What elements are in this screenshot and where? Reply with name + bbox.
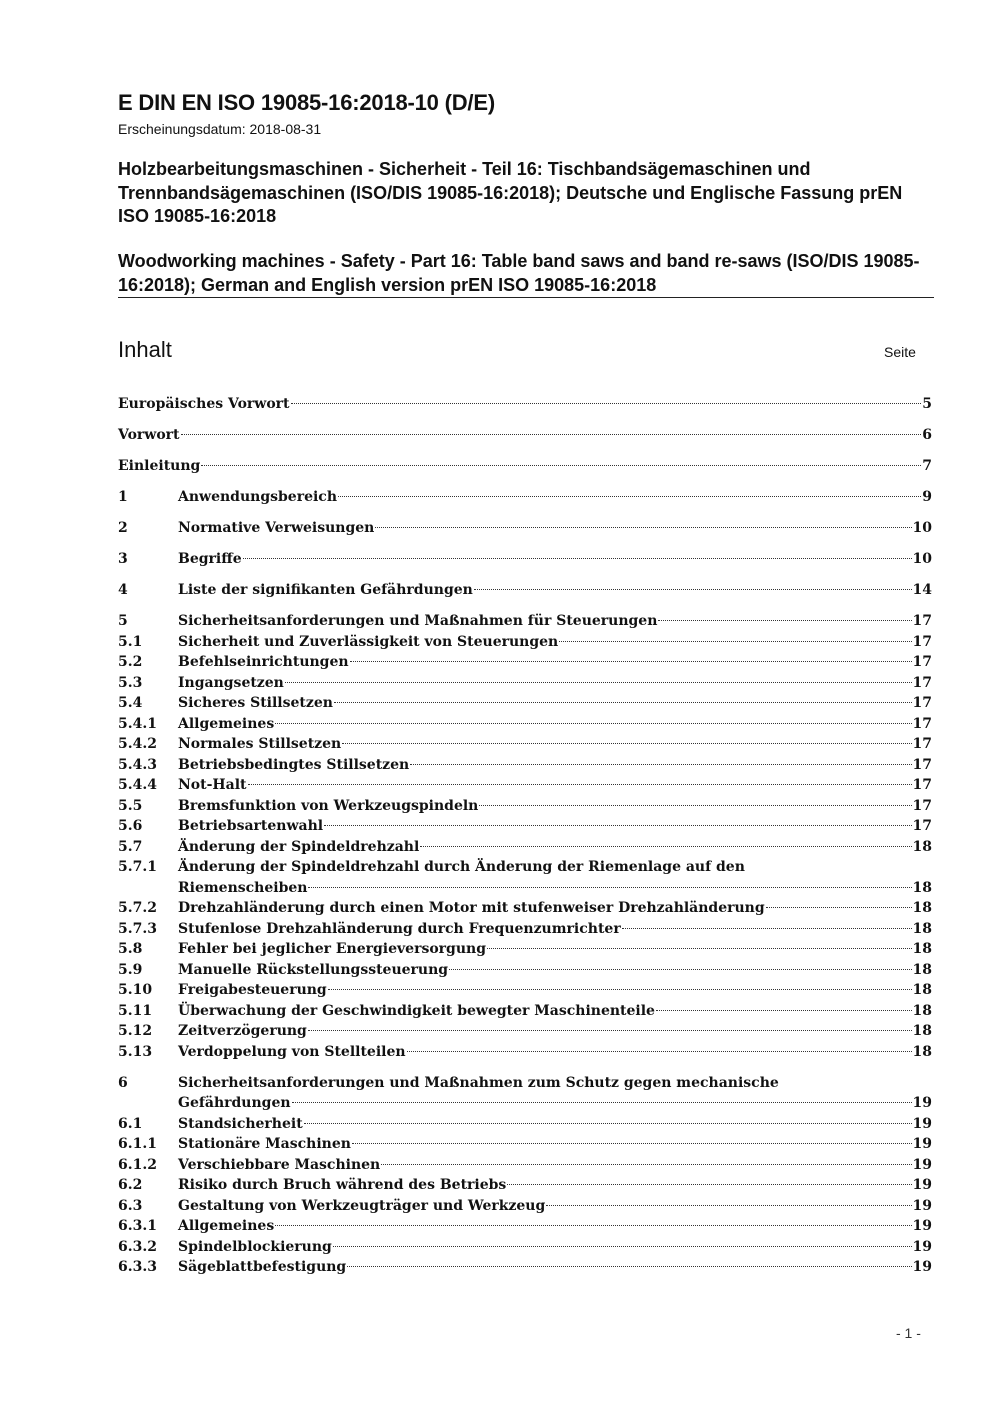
- toc-entry-title: Normative Verweisungen: [178, 520, 375, 536]
- toc-entry-page: 17: [912, 818, 932, 834]
- toc-entry-title: Überwachung der Geschwindigkeit bewegter Maschinenteile: [178, 1002, 655, 1019]
- toc-entry-number: 2: [118, 520, 128, 536]
- toc-entry-number: 5.9: [118, 961, 143, 978]
- toc-entry-page: 18: [912, 838, 932, 855]
- toc-entry-page: 17: [912, 797, 932, 814]
- toc-entry-title: Risiko durch Bruch während des Betriebs: [178, 1177, 507, 1193]
- dot-leader: [375, 527, 911, 528]
- toc-entry[interactable]: [118, 425, 932, 446]
- dot-leader: [407, 1051, 912, 1052]
- toc-entry[interactable]: [118, 734, 932, 755]
- toc-entry-number: 6.3.3: [118, 1259, 157, 1275]
- toc-entry-number: 5.6: [118, 818, 143, 834]
- toc-entry-page: 10: [912, 551, 932, 567]
- toc-entry[interactable]: [118, 549, 932, 570]
- toc-entry-title: Ingangsetzen: [178, 674, 284, 691]
- dot-leader: [285, 682, 912, 683]
- toc-entry-page: 17: [912, 777, 932, 793]
- toc-entry-page: 19: [912, 1177, 932, 1193]
- dot-leader: [275, 723, 911, 724]
- toc-entry[interactable]: [118, 1257, 932, 1278]
- dot-leader: [420, 846, 911, 847]
- toc-entry-number: 5.1: [118, 633, 143, 650]
- toc-entry[interactable]: [118, 816, 932, 837]
- toc-entry[interactable]: [118, 980, 932, 1001]
- dot-leader: [622, 928, 912, 929]
- dot-leader: [243, 558, 912, 559]
- toc-entry-page: 18: [912, 1002, 932, 1019]
- dot-leader: [479, 805, 911, 806]
- toc-entry[interactable]: [118, 1237, 932, 1258]
- toc-heading: Inhalt: [118, 337, 172, 362]
- toc-entry-title: Allgemeines: [178, 715, 275, 732]
- dot-leader: [334, 702, 912, 703]
- toc-entry-title: Verschiebbare Maschinen: [178, 1156, 381, 1173]
- dot-leader: [449, 969, 911, 970]
- dot-leader: [487, 948, 912, 949]
- toc-entry-page: 10: [912, 520, 932, 536]
- toc-entry-title: Allgemeines: [178, 1218, 275, 1234]
- dot-leader: [201, 465, 921, 466]
- toc-entry-title: Bremsfunktion von Werkzeugspindeln: [178, 797, 479, 814]
- toc-entry-number: 5.11: [118, 1002, 153, 1019]
- toc-entry[interactable]: [118, 1134, 932, 1155]
- dot-leader: [352, 1143, 912, 1144]
- toc-entry[interactable]: [118, 1196, 932, 1217]
- toc-entry-title: Normales Stillsetzen: [178, 736, 342, 752]
- table-of-contents: [118, 394, 932, 1278]
- toc-entry-title: Anwendungsbereich: [178, 489, 337, 505]
- dot-leader: [292, 1102, 912, 1103]
- toc-entry-title: Sägeblattbefestigung: [178, 1259, 347, 1275]
- toc-entry-title: Liste der signifikanten Gefährdungen: [178, 582, 473, 598]
- toc-entry-number: 3: [118, 551, 128, 567]
- toc-entry-title: Begriffe: [178, 551, 242, 567]
- toc-entry-number: 4: [118, 582, 128, 598]
- toc-entry-number: 5.4.3: [118, 756, 157, 773]
- toc-entry-page: 18: [912, 982, 932, 998]
- toc-entry-title: Stationäre Maschinen: [178, 1136, 351, 1152]
- title-german: Holzbearbeitungsmaschinen - Sicherheit - Teil 16: Tischbandsägemaschinen und Trennbandsägemaschinen (ISO/DIS 19085-16:2018); Deutsche und Englische Fassung prEN ISO 19085-16:2018: [118, 159, 903, 226]
- dot-leader: [248, 784, 912, 785]
- toc-entry-title-continued: Gefährdungen: [178, 1095, 291, 1111]
- toc-entry-page: 17: [912, 695, 932, 711]
- dot-leader: [304, 1123, 912, 1124]
- toc-entry-title: Stufenlose Drehzahländerung durch Frequenzumrichter: [178, 920, 621, 937]
- dot-leader: [546, 1205, 911, 1206]
- toc-entry-number: 6: [118, 1074, 128, 1091]
- toc-entry[interactable]: [118, 1073, 932, 1114]
- toc-entry-number: 5.4.2: [118, 736, 157, 752]
- dot-leader: [308, 887, 911, 888]
- toc-entry-title: Sicherheit und Zuverlässigkeit von Steuerungen: [178, 633, 559, 650]
- toc-entry[interactable]: [118, 939, 932, 960]
- toc-entry-page: 18: [912, 961, 932, 978]
- toc-entry-page: 18: [912, 900, 932, 916]
- toc-entry-title: Betriebsbedingtes Stillsetzen: [178, 756, 410, 773]
- toc-entry-number: 5.3: [118, 674, 143, 691]
- toc-entry-page: 19: [912, 1259, 932, 1275]
- dot-leader: [333, 1246, 912, 1247]
- toc-entry-number: 6.2: [118, 1177, 143, 1193]
- toc-entry-number: 5.4: [118, 695, 143, 711]
- toc-entry-page: 17: [912, 674, 932, 691]
- toc-entry-title: Gestaltung von Werkzeugträger und Werkzeug: [178, 1197, 546, 1214]
- toc-entry-title: Standsicherheit: [178, 1115, 303, 1132]
- toc-entry-number: 5.7: [118, 838, 143, 855]
- toc-entry-page: 18: [912, 920, 932, 937]
- dot-leader: [559, 641, 911, 642]
- toc-entry[interactable]: [118, 456, 932, 477]
- toc-entry-number: 5.4.1: [118, 715, 157, 732]
- toc-entry[interactable]: [118, 1042, 932, 1063]
- toc-entry-page: 17: [912, 756, 932, 773]
- toc-entry-number: 5.5: [118, 797, 143, 814]
- toc-entry[interactable]: [118, 1021, 932, 1042]
- toc-entry-number: 6.3: [118, 1197, 143, 1214]
- toc-entry-page: 17: [912, 613, 932, 629]
- toc-entry-page: 17: [912, 633, 932, 650]
- publication-date: Erscheinungsdatum: 2018-08-31: [118, 121, 322, 137]
- toc-entry-number: 5.7.1: [118, 859, 157, 875]
- toc-entry-page: 14: [912, 582, 932, 598]
- toc-entry[interactable]: [118, 837, 932, 858]
- toc-entry[interactable]: [118, 1155, 932, 1176]
- toc-entry-title: Änderung der Spindeldrehzahl durch Änderung der Riemenlage auf den: [178, 859, 745, 875]
- toc-entry-title: Verdoppelung von Stellteilen: [178, 1043, 406, 1060]
- toc-entry-number: 5: [118, 613, 128, 629]
- toc-entry-title: Befehlseinrichtungen: [178, 654, 349, 670]
- toc-entry[interactable]: [118, 1001, 932, 1022]
- toc-entry-number: 5.4.4: [118, 777, 157, 793]
- toc-entry-number: 5.10: [118, 982, 153, 998]
- toc-entry-page: 19: [912, 1136, 932, 1152]
- toc-entry-number: 5.7.3: [118, 920, 157, 937]
- toc-page-column-label: Seite: [884, 344, 916, 360]
- dot-leader: [324, 825, 911, 826]
- header-divider: [118, 297, 934, 298]
- toc-entry-page: 19: [912, 1218, 932, 1234]
- toc-entry-number: 5.7.2: [118, 900, 157, 916]
- toc-entry[interactable]: [118, 580, 932, 601]
- toc-entry[interactable]: [118, 1175, 932, 1196]
- toc-entry-number: 5.12: [118, 1023, 153, 1039]
- dot-leader: [308, 1030, 912, 1031]
- toc-entry-number: 6.1: [118, 1115, 143, 1132]
- toc-entry-title-continued: Riemenscheiben: [178, 879, 308, 896]
- dot-leader: [181, 434, 922, 435]
- toc-entry-title: Spindelblockierung: [178, 1238, 332, 1255]
- toc-entry-page: 19: [912, 1095, 932, 1111]
- dot-leader: [328, 989, 912, 990]
- toc-entry[interactable]: [118, 775, 932, 796]
- toc-entry-page: 17: [912, 654, 932, 670]
- document-id: E DIN EN ISO 19085-16:2018-10 (D/E): [118, 90, 495, 115]
- dot-leader: [507, 1184, 911, 1185]
- toc-entry[interactable]: [118, 673, 932, 694]
- toc-entry-number: 5.8: [118, 941, 143, 957]
- title-english: Woodworking machines - Safety - Part 16: Table band saws and band re-saws (ISO/DIS 19085-16:2018); German and English version prEN ISO 19085-16:2018: [118, 251, 920, 295]
- toc-entry[interactable]: [118, 693, 932, 714]
- dot-leader: [381, 1164, 911, 1165]
- toc-entry-number: 6.3.1: [118, 1218, 157, 1234]
- toc-entry-title: Vorwort: [118, 427, 180, 443]
- toc-entry[interactable]: [118, 394, 932, 415]
- toc-entry[interactable]: [118, 714, 932, 735]
- toc-entry-title: Manuelle Rückstellungssteuerung: [178, 961, 449, 978]
- toc-entry-page: 7: [922, 458, 932, 474]
- toc-entry[interactable]: [118, 857, 932, 898]
- toc-entry[interactable]: [118, 755, 932, 776]
- toc-entry-page: 5: [922, 396, 932, 412]
- toc-entry-page: 19: [912, 1115, 932, 1132]
- toc-entry[interactable]: [118, 518, 932, 539]
- toc-entry-page: 6: [922, 427, 932, 443]
- dot-leader: [342, 743, 911, 744]
- toc-entry-page: 18: [912, 879, 932, 896]
- page-number: - 1 -: [896, 1325, 921, 1341]
- dot-leader: [347, 1266, 911, 1267]
- dot-leader: [350, 661, 912, 662]
- toc-entry-page: 19: [912, 1238, 932, 1255]
- toc-entry-page: 17: [912, 736, 932, 752]
- toc-entry-title: Änderung der Spindeldrehzahl: [178, 838, 420, 855]
- toc-entry-title: Sicheres Stillsetzen: [178, 695, 333, 711]
- toc-entry-title: Betriebsartenwahl: [178, 818, 324, 834]
- toc-entry[interactable]: [118, 919, 932, 940]
- dot-leader: [291, 403, 922, 404]
- toc-entry-title: Fehler bei jeglicher Energieversorgung: [178, 941, 486, 957]
- toc-entry-title: Freigabesteuerung: [178, 982, 327, 998]
- dot-leader: [275, 1225, 911, 1226]
- toc-entry-page: 17: [912, 715, 932, 732]
- toc-entry[interactable]: [118, 796, 932, 817]
- toc-entry-number: 1: [118, 489, 128, 505]
- toc-entry-title: Sicherheitsanforderungen und Maßnahmen zum Schutz gegen mechanische: [178, 1074, 779, 1091]
- toc-entry[interactable]: [118, 1114, 932, 1135]
- dot-leader: [338, 496, 921, 497]
- toc-entry-number: 5.13: [118, 1043, 153, 1060]
- toc-entry[interactable]: [118, 487, 932, 508]
- dot-leader: [410, 764, 911, 765]
- toc-entry[interactable]: [118, 632, 932, 653]
- toc-entry-page: 19: [912, 1156, 932, 1173]
- toc-entry[interactable]: [118, 898, 932, 919]
- toc-entry-number: 6.1.1: [118, 1136, 157, 1152]
- dot-leader: [656, 1010, 912, 1011]
- toc-entry-title: Not-Halt: [178, 777, 247, 793]
- toc-entry[interactable]: [118, 1216, 932, 1237]
- dot-leader: [766, 907, 912, 908]
- toc-entry-number: 5.2: [118, 654, 143, 670]
- dot-leader: [658, 620, 911, 621]
- toc-entry-number: 6.1.2: [118, 1156, 157, 1173]
- toc-entry[interactable]: [118, 652, 932, 673]
- dot-leader: [474, 589, 912, 590]
- toc-entry[interactable]: [118, 611, 932, 632]
- toc-entry-title: Einleitung: [118, 458, 201, 474]
- toc-entry-title: Europäisches Vorwort: [118, 396, 290, 412]
- toc-entry[interactable]: [118, 960, 932, 981]
- toc-entry-page: 18: [912, 1043, 932, 1060]
- toc-entry-page: 18: [912, 1023, 932, 1039]
- toc-entry-page: 19: [912, 1197, 932, 1214]
- toc-entry-page: 18: [912, 941, 932, 957]
- toc-entry-page: 9: [922, 489, 932, 505]
- toc-entry-number: 6.3.2: [118, 1238, 157, 1255]
- toc-entry-title: Sicherheitsanforderungen und Maßnahmen für Steuerungen: [178, 613, 658, 629]
- toc-entry-title: Zeitverzögerung: [178, 1023, 307, 1039]
- toc-entry-title: Drehzahländerung durch einen Motor mit stufenweiser Drehzahländerung: [178, 900, 765, 916]
